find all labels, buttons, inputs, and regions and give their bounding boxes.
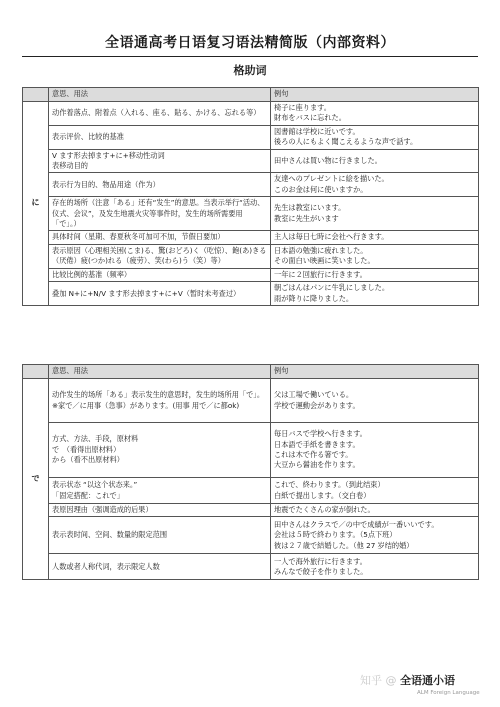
usage-text: 动作发生的场所「ある」表示发生的意思时，发生的场所用「で」。 bbox=[52, 390, 265, 400]
particle-cell: で bbox=[23, 379, 49, 580]
table-row bbox=[23, 379, 479, 423]
usage-text: 表示评价、比较的基准 bbox=[52, 132, 124, 142]
title-divider bbox=[22, 56, 478, 57]
table-row bbox=[23, 244, 479, 268]
example-sentence: 地震でたくさんの家が倒れた。 bbox=[274, 505, 375, 514]
grammar-table-de bbox=[22, 364, 479, 580]
usage-text: 「固定搭配：これで」 bbox=[52, 490, 124, 500]
table-row bbox=[23, 517, 479, 554]
usage-cell bbox=[49, 125, 271, 149]
example-sentence: 父は工場で働いている。 bbox=[274, 390, 354, 400]
example-sentence: 一年に２回旅行に行きます。 bbox=[274, 269, 367, 279]
example-sentence: みんなで餃子を作りました。 bbox=[274, 566, 368, 576]
section-title: 格助词 bbox=[233, 64, 267, 77]
example-sentence: このお金は何に使いますか。 bbox=[274, 184, 368, 194]
usage-text: 叠加 N+に+N/V ます形去掉ます+に+V（暂时未考查过） bbox=[52, 288, 241, 298]
usage-text: で （看得出原材料） bbox=[52, 444, 121, 454]
usage-text: 表示行为目的、物品用途（作为） bbox=[52, 179, 160, 189]
usage-cell bbox=[49, 102, 271, 126]
table-row bbox=[23, 504, 479, 517]
grammar-table-ni bbox=[22, 87, 479, 306]
example-cell bbox=[271, 149, 479, 173]
example-cell bbox=[271, 197, 479, 231]
example-cell bbox=[271, 282, 479, 306]
usage-text: 表原因理由（强调造成的后果） bbox=[52, 505, 153, 514]
usage-cell bbox=[49, 423, 271, 478]
example-sentence: これは木で作る箸です。 bbox=[274, 450, 353, 459]
usage-cell bbox=[49, 244, 271, 268]
table-row bbox=[23, 125, 479, 149]
usage-text: 具体时间（星期、春夏秋冬可加可不加，节假日要加） bbox=[52, 232, 225, 242]
usage-text: 动作着落点、附着点（入れる、座る、貼る、かける、忘れる等） bbox=[52, 108, 261, 118]
example-cell bbox=[271, 423, 479, 478]
usage-text: 表移动目的 bbox=[52, 161, 88, 171]
example-sentence: 教室に先生がいます bbox=[274, 213, 339, 223]
example-sentence: 日本語で手紙を書きます。 bbox=[274, 439, 360, 449]
table-row bbox=[23, 173, 479, 197]
usage-text: 表示原因（心理相关困(こま)る、驚(おどろ)く（吃惊）、飽(あ)きる（厌倦）疲(つか)れる（疲劳）、笑(わら)う（笑）等） bbox=[52, 245, 267, 266]
example-sentence: 後ろの人にもよく聞こえるような声で話す。 bbox=[274, 137, 418, 147]
usage-text: V ます形去掉ます+に+移动性动词 bbox=[52, 150, 165, 160]
example-cell bbox=[271, 268, 479, 281]
example-sentence: 田中さんはクラスで／の中で成績が一番いいです。 bbox=[274, 519, 439, 529]
table-row bbox=[23, 554, 479, 580]
table-row bbox=[23, 268, 479, 281]
footer-brand-right: 全语通小语 bbox=[400, 674, 455, 687]
usage-cell bbox=[49, 282, 271, 306]
usage-text: 表示状态 “以这个状态来。” bbox=[52, 480, 138, 490]
example-sentence: 財布をバスに忘れた。 bbox=[274, 113, 346, 123]
table-row bbox=[23, 478, 479, 504]
table-row bbox=[23, 282, 479, 306]
table-row bbox=[23, 231, 479, 244]
usage-cell bbox=[49, 197, 271, 231]
example-sentence: 図書館は学校に近いです。 bbox=[274, 126, 360, 136]
table-row bbox=[23, 149, 479, 173]
example-cell bbox=[271, 554, 479, 580]
example-sentence: 一人で海外旅行に行きます。 bbox=[274, 556, 367, 566]
usage-cell bbox=[49, 231, 271, 244]
usage-header: 意思、用法 bbox=[49, 88, 271, 102]
usage-cell bbox=[49, 504, 271, 517]
example-sentence: 会社は５時で終わります。（5点下班） bbox=[274, 530, 397, 540]
particle-cell: に bbox=[23, 102, 49, 306]
example-sentence: 雨が降りに降りました。 bbox=[274, 293, 354, 303]
usage-text: から（看不出原材料） bbox=[52, 455, 124, 465]
usage-text: 存在的场所（注意「ある」还有“发生”的意思。当表示举行“活动、仪式、会议”，及发生地震火灾等事件时，发生的场所需要用「で」。） bbox=[52, 198, 265, 229]
usage-cell bbox=[49, 554, 271, 580]
example-sentence: 毎日バスで学校へ行きます。 bbox=[274, 429, 367, 439]
document-title: 全语通高考日语复习语法精简版（内部资料） bbox=[105, 35, 395, 51]
usage-text: ※家で／に用事（急事）があります。(用事 用で／に都ok) bbox=[52, 400, 240, 410]
usage-cell bbox=[49, 173, 271, 197]
table-row bbox=[23, 423, 479, 478]
example-cell bbox=[271, 125, 479, 149]
example-sentence: 椅子に座ります。 bbox=[274, 103, 331, 112]
example-sentence: 学校で運動会があります。 bbox=[274, 400, 360, 410]
example-cell bbox=[271, 231, 479, 244]
example-sentence: 大豆から醤油を作ります。 bbox=[274, 460, 360, 470]
particle-header-cell bbox=[23, 88, 49, 102]
usage-cell bbox=[49, 478, 271, 504]
example-sentence: 彼は２７歳で結婚した。（他 27 岁结的婚） bbox=[274, 540, 414, 550]
usage-header: 意思、用法 bbox=[49, 365, 271, 379]
footer-brand-left: 知乎 @ bbox=[360, 674, 397, 687]
usage-text: 表示表时间、空间、数量的限定范围 bbox=[52, 530, 168, 540]
example-cell bbox=[271, 102, 479, 126]
example-cell bbox=[271, 504, 479, 517]
usage-cell bbox=[49, 517, 271, 554]
example-cell bbox=[271, 478, 479, 504]
example-cell bbox=[271, 379, 479, 423]
footer-subtitle: ALM Foreign Language bbox=[417, 690, 480, 696]
usage-cell bbox=[49, 268, 271, 281]
example-sentence: 先生は教室にいます。 bbox=[274, 203, 346, 213]
example-sentence: 友達へのプレゼントに絵を描いた。 bbox=[274, 174, 389, 184]
table-row bbox=[23, 197, 479, 231]
example-cell bbox=[271, 173, 479, 197]
particle-header-cell bbox=[23, 365, 49, 379]
usage-text: 方式、方法、手段，原材料 bbox=[52, 434, 139, 444]
example-cell bbox=[271, 244, 479, 268]
example-sentence: 朝ごはんはパンに牛乳にしました。 bbox=[274, 283, 390, 293]
example-cell bbox=[271, 517, 479, 554]
usage-cell bbox=[49, 379, 271, 423]
example-sentence: 日本語の勉強に疲れました。 bbox=[274, 245, 368, 255]
table-header-row bbox=[23, 365, 479, 379]
example-sentence: 主人は毎日七時に会社へ行きます。 bbox=[274, 232, 389, 242]
example-sentence: 白紙で提出します。（交白卷） bbox=[274, 490, 371, 500]
example-sentence: 田中さんは買い物に行きました。 bbox=[274, 155, 382, 165]
table-row bbox=[23, 102, 479, 126]
table-header-row bbox=[23, 88, 479, 102]
example-sentence: その面白い映画に笑いました。 bbox=[274, 256, 375, 266]
footer-watermark bbox=[360, 672, 455, 688]
example-sentence: これで、終わります。（到此结束） bbox=[274, 480, 385, 490]
example-header: 例句 bbox=[271, 365, 479, 379]
usage-cell bbox=[49, 149, 271, 173]
usage-text: 比较比例的基准（频率） bbox=[52, 269, 132, 279]
usage-text: 人数或者人称代词，表示限定人数 bbox=[52, 561, 160, 571]
example-header: 例句 bbox=[271, 88, 479, 102]
